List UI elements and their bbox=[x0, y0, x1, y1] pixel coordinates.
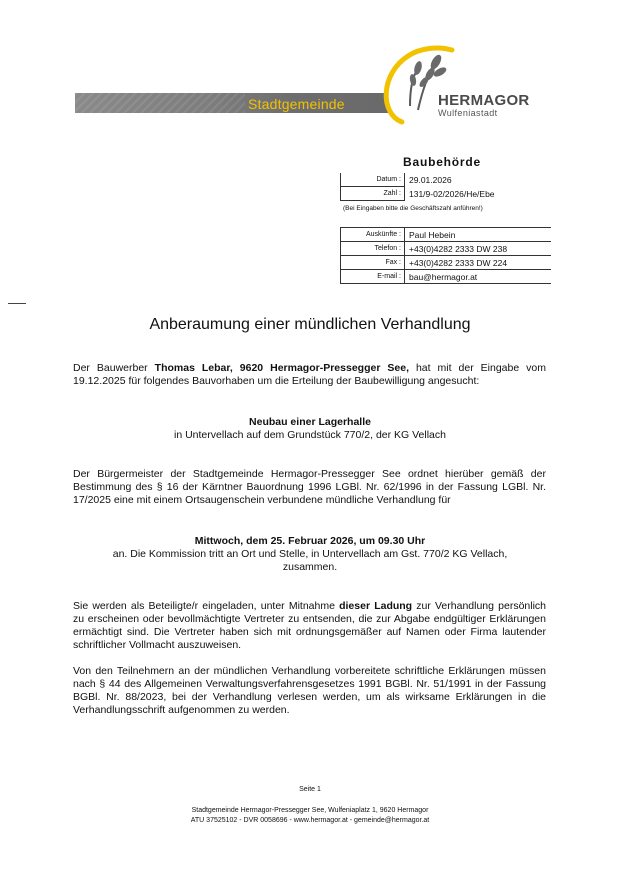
phone-label: Telefon : bbox=[341, 242, 405, 256]
phone-row bbox=[341, 242, 552, 256]
paragraph-order: Der Bürgermeister der Stadtgemeinde Hermagor-Pressegger See ordnet hierüber gemäß der Bestimmung des § 16 der Kärntner Bauordnung 1996 LGBl. Nr. 62/1996 in der Fassung LGBl. Nr. 17/2025 eine mit einem Ortsaugenschein verbundene mündliche Verhandlung für bbox=[73, 468, 546, 506]
brand-subtitle: Wulfeniastadt bbox=[438, 108, 498, 118]
paragraph-invitation bbox=[73, 600, 546, 652]
p3-text-a: Sie werden als Beteiligte/r eingeladen, unter Mitnahme bbox=[73, 600, 340, 612]
contact-person-row bbox=[341, 228, 552, 242]
reference-row bbox=[341, 187, 552, 201]
date-label: Datum : bbox=[341, 173, 405, 187]
page-number: Seite 1 bbox=[299, 786, 321, 793]
banner-pattern bbox=[75, 93, 245, 113]
banner-text: Stadtgemeinde bbox=[248, 96, 345, 112]
department-heading: Baubehörde bbox=[403, 155, 482, 169]
fax-label: Fax : bbox=[341, 256, 405, 270]
project-block bbox=[0, 416, 620, 442]
project-title: Neubau einer Lagerhalle bbox=[249, 416, 371, 428]
email-label: E-mail : bbox=[341, 270, 405, 284]
email-value[interactable]: bau@hermagor.at bbox=[405, 270, 552, 284]
paragraph-statements: Von den Teilnehmern an der mündlichen Verhandlung vorbereitete schriftliche Erklärungen müssen nach § 44 des Allgemeinen Verwaltungsverfahrensgesetzes 1991 BGBl. Nr. 51/1991 in der Fassung BGBl. Nr. 88/2023, bei der Verhandlung verlesen werden, um als wirksame Erklärungen in die Verhandlungsschrift aufgenommen zu werden. bbox=[73, 665, 546, 716]
contact-person-label: Auskünfte : bbox=[341, 228, 405, 242]
document-title: Anberaumung einer mündlichen Verhandlung bbox=[149, 316, 471, 333]
project-location: in Untervellach auf dem Grundstück 770/2, der KG Vellach bbox=[174, 429, 446, 441]
p1-text-a: Der Bauwerber bbox=[73, 362, 155, 374]
date-value: 29.01.2026 bbox=[405, 173, 552, 187]
phone-value: +43(0)4282 2333 DW 238 bbox=[405, 242, 552, 256]
hearing-line3: zusammen. bbox=[282, 561, 338, 573]
reference-label: Zahl : bbox=[341, 187, 405, 201]
fax-value: +43(0)4282 2333 DW 224 bbox=[405, 256, 552, 270]
summons-bold: dieser Ladung bbox=[339, 600, 413, 612]
footer-address: Stadtgemeinde Hermagor-Pressegger See, Wulfeniaplatz 1, 9620 Hermagor bbox=[191, 807, 429, 814]
contact-table bbox=[340, 227, 551, 284]
brand-name: HERMAGOR bbox=[438, 92, 530, 109]
hearing-location: an. Die Kommission tritt an Ort und Stelle, in Untervellach am Gst. 770/2 KG Vellach, bbox=[112, 548, 508, 560]
reference-note: (Bei Eingaben bitte die Geschäftszahl anführen!) bbox=[343, 205, 483, 212]
fold-mark bbox=[8, 303, 26, 304]
reference-value: 131/9-02/2026/He/Ebe bbox=[405, 187, 552, 201]
fax-row bbox=[341, 256, 552, 270]
applicant-name: Thomas Lebar, 9620 Hermagor-Pressegger See, bbox=[154, 362, 409, 374]
footer bbox=[0, 806, 620, 826]
p3-text-b: zur Verhandlung persönlich zu erscheinen oder bevollmächtigte Vertreter zu entsenden, die zur Abgabe endgültiger Erklärungen ermächtigt sind. Die Vertreter haben sich mit ordnungsgemäßer auf Namen oder Firma lautender schriftlicher Vollmacht auszuweisen. bbox=[73, 600, 547, 651]
footer-contact: ATU 37525102 - DVR 0058696 - www.hermagor.at - gemeinde@hermagor.at bbox=[190, 817, 430, 824]
reference-table bbox=[340, 173, 551, 201]
email-row bbox=[341, 270, 552, 284]
p1-text-b: hat mit der Eingabe vom 19.12.2025 für folgendes Bauvorhaben um die Erteilung der Baubewilligung angesucht: bbox=[73, 362, 547, 387]
hearing-date-block bbox=[0, 535, 620, 574]
hearing-date: Mittwoch, dem 25. Februar 2026, um 09.30 Uhr bbox=[194, 535, 426, 547]
contact-person-value: Paul Hebein bbox=[405, 228, 552, 242]
paragraph-applicant bbox=[73, 362, 546, 388]
date-row bbox=[341, 173, 552, 187]
